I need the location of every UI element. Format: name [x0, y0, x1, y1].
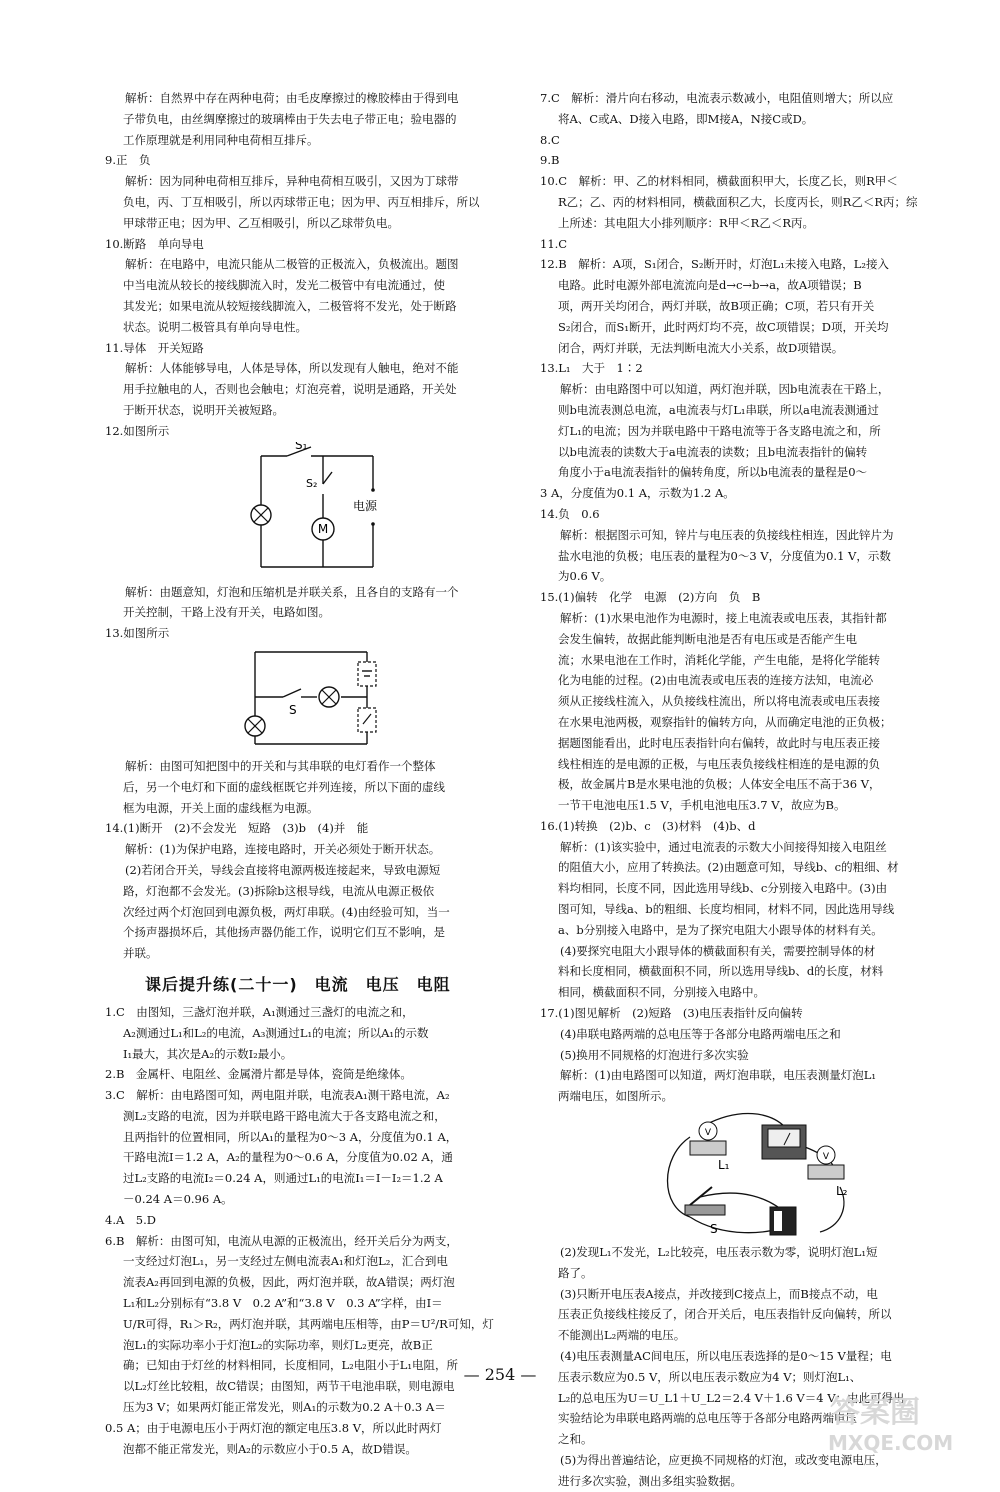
text-line: 14.负 0.6	[540, 506, 600, 521]
text-line: 11.C	[540, 236, 568, 251]
text-line: 据题图能看出，此时电压表指针向右偏转，故此时与电压表正接	[558, 735, 880, 750]
power-source-label: 电源	[353, 498, 378, 513]
text-line: 图可知，导线a、b的粗细、长度均相同，材料不同，因此选用导线	[558, 902, 895, 917]
text-line: 泡都不能正常发光，则A₂的示数应小于0.5 A，故D错误。	[123, 1441, 417, 1456]
text-line: 料和长度相同，横截面积不同，所以选用导线b、d的长度，材料	[558, 964, 884, 979]
text-line: L₂的总电压为U＝U_L1＋U_L2＝2.4 V＋1.6 V＝4 V；由此可得出	[558, 1390, 905, 1405]
text-line: 解析：人体能够导电，人体是导体，所以发现有人触电，绝对不能	[125, 361, 459, 376]
text-line: 闭合，两灯并联，无法判断电流大小关系，故D项错误。	[558, 340, 844, 355]
text-line: 上所述：其电阻大小排列顺序：R甲＜R乙＜R丙。	[558, 215, 814, 230]
text-line: 3.C 解析：由电路图可知，两电阻并联，电流表A₁测干路电流，A₂	[105, 1088, 450, 1103]
left-column	[105, 88, 518, 1459]
text-line: S₂闭合，而S₁断开，此时两灯均不亮，故C项错误；D项，开关均	[558, 319, 889, 334]
text-line: 状态。说明二极管具有单向导电性。	[123, 319, 307, 334]
circuit-13-svg	[105, 644, 518, 756]
text-line: R乙；乙、丙的材料相同，横截面积乙大，长度丙长，则R乙＜R丙；综	[558, 194, 918, 209]
text-line: 的阻值大小，应用了转换法。(2)由题意可知，导线b、c的粗细、材	[558, 860, 899, 875]
text-line: 3 A，分度值为0.1 A，示数为1.2 A。	[540, 486, 735, 501]
section-title: 课后提升练(二十一) 电流 电压 电阻	[145, 974, 451, 994]
text-line: 盐水电池的负极；电压表的量程为0～3 V，分度值为0.1 V，示数	[558, 548, 891, 563]
text-line: 开关控制，干路上没有开关，电路如图。	[123, 605, 330, 620]
text-line: 个扬声器损坏后，其他扬声器仍能工作，说明它们互不影响，是	[123, 925, 445, 940]
text-line: 15.(1)偏转 化学 电源 (2)方向 负 B	[540, 590, 761, 605]
dashed-box-top	[358, 662, 376, 686]
text-line: 干路电流I＝1.2 A，A₂的量程为0～0.6 A，分度值为0.02 A，通	[123, 1150, 453, 1165]
bulb-l1-icon	[690, 1122, 726, 1155]
text-line: 7.C 解析：滑片向右移动，电流表示数减小，电阻值则增大；所以应	[540, 91, 894, 105]
text-line: 将A、C或A、D接入电路，即M接A，N接C或D。	[558, 111, 814, 126]
motor-label: M	[317, 521, 329, 536]
text-line: 化为电能的过程。(2)由电流表或电压表的连接方法知，电流必	[558, 673, 874, 688]
text-line: 并联。	[123, 946, 158, 961]
text-line: 解析：(1)水果电池作为电源时，接上电流表或电压表，其指针都	[560, 610, 887, 625]
text-line: 极，故金属片B是水果电池的负极；人体安全电压不高于36 V，	[558, 777, 881, 792]
text-line: U/R可得，R₁＞R₂，两灯泡并联，其两端电压相等，由P＝U²/R可知，灯	[123, 1316, 494, 1331]
text-line: 解析：在电路中，电流只能从二极管的正极流入，负极流出。题图	[125, 257, 459, 272]
svg-text:答案圈: 答案圈	[830, 1395, 920, 1430]
text-line: 一节干电池电压1.5 V，手机电池电压3.7 V，故应为B。	[558, 798, 846, 813]
left-top-block	[105, 88, 518, 442]
text-line: 流表A₂再回到电源的负极，因此，两灯泡并联，故A错误；两灯泡	[123, 1275, 455, 1290]
l1-label: L₁	[718, 1158, 730, 1173]
lamp-icon	[245, 716, 265, 736]
text-line: 甲球带正电；因为甲、乙互相吸引，所以乙球带负电。	[123, 215, 399, 230]
left-bottom-block	[105, 1002, 518, 1460]
text-line: 解析：(1)该实验中，通过电流表的示数大小间接得知接入电阻丝	[560, 839, 887, 854]
text-line: (4)要探究电阻大小跟导体的横截面积有关，需要控制导体的材	[560, 943, 876, 958]
text-line: 确；已知由于灯丝的材料相同，长度相同，L₂电阻小于L₁电阻，所	[123, 1358, 458, 1373]
text-line: (4)串联电路两端的总电压等于各部分电路两端电压之和	[560, 1026, 841, 1041]
left-mid-block	[105, 582, 518, 644]
text-line: 6.B 解析：由图可知，电流从电源的正极流出，经开关后分为两支，	[105, 1233, 458, 1248]
text-line: 用手拉触电的人，否则也会触电；灯泡亮着，说明是通路，开关处	[123, 382, 457, 397]
switch-s-label: S	[289, 702, 297, 717]
text-line: 于断开状态，说明开关被短路。	[123, 402, 284, 417]
text-line: 17.(1)图见解析 (2)短路 (3)电压表指针反向偏转	[540, 1006, 803, 1021]
switch-s1-label: S₁	[295, 441, 308, 452]
text-line: 11.导体 开关短路	[105, 340, 204, 355]
switch-icon	[685, 1187, 725, 1215]
text-line: 次经过两个灯泡回到电源负极，两灯串联。(4)由经验可知，当一	[123, 904, 450, 919]
dashed-box-bottom	[358, 708, 376, 732]
watermark-logo	[820, 1386, 998, 1456]
text-line: 0.5 A；由于电源电压小于两灯泡的额定电压3.8 V，所以此时两灯	[105, 1420, 442, 1435]
circuit-12-svg	[105, 442, 518, 582]
text-line: 料均相同，长度不同，因此选用导线b、c分别接入电路中。(3)由	[558, 881, 888, 896]
left-after13-block	[105, 756, 518, 964]
text-line: 压表示数应为0.5 V，所以电压表示数应为4 V；则灯泡L₁、	[558, 1369, 862, 1384]
text-line: 须从正接线柱流入，从负接线柱流出，所以将电流表或电压表接	[558, 694, 880, 709]
text-line: 解析：因为同种电荷相互排斥，异种电荷相互吸引，又因为丁球带	[125, 174, 459, 189]
text-line: 线柱相连的是电源的正极，与电压表负接线柱相连的是电源的负	[558, 756, 880, 771]
text-line: 在水果电池两极，观察指针的偏转方向，从而确定电池的正负极；	[558, 714, 892, 729]
text-line: 子带负电，由丝绸摩擦过的玻璃棒由于失去电子带正电；验电器的	[123, 111, 457, 126]
circuit-17-svg	[540, 1107, 955, 1242]
figure-17-circuit-photo	[540, 1107, 955, 1242]
text-line: 解析：(1)为保护电路，连接电路时，开关必须处于断开状态。	[125, 842, 441, 857]
text-line: 测L₂支路的电流，因为并联电路干路电流大于各支路电流之和，	[123, 1108, 446, 1123]
lamp-icon	[251, 505, 271, 525]
text-line: 解析：由题意知，灯泡和压缩机是并联关系，且各自的支路有一个	[125, 584, 459, 599]
watermark-text: MXQE.COM	[828, 1431, 954, 1455]
text-line: 16.(1)转换 (2)b、c (3)材料 (4)b、d	[540, 818, 756, 833]
text-line: 后，另一个电灯和下面的虚线框既它并列连接，所以下面的虚线	[123, 779, 445, 794]
text-line: 路，灯泡都不会发光。(3)拆除b这根导线，电流从电源正极依	[123, 883, 435, 898]
text-line: 解析：自然界中存在两种电荷；由毛皮摩擦过的橡胶棒由于得到电	[125, 91, 459, 105]
text-line: 10.断路 单向导电	[105, 236, 204, 251]
text-line: 9.正 负	[105, 153, 151, 168]
text-line: 其发光；如果电流从较短接线脚流入，二极管将不发光，处于断路	[123, 298, 457, 313]
text-line: 进行多次实验，测出多组实验数据。	[558, 1473, 742, 1488]
text-line: 泡L₁的实际功率小于灯泡L₂的实际功率，则灯L₂更亮，故B正	[123, 1337, 433, 1352]
text-line: 框为电源，开关上面的虚线框为电源。	[123, 800, 319, 815]
figure-13-circuit	[105, 644, 518, 756]
motor-icon	[312, 518, 334, 540]
text-line: I₁最大，其次是A₂的示数I₂最小。	[123, 1046, 293, 1061]
text-line: (3)只断开电压表A接点，并改接到C接点上，而B接点不动，电	[560, 1286, 878, 1301]
voltmeter-v1-label: V	[704, 1128, 712, 1139]
text-line: 一支经过灯泡L₁，另一支经过左侧电流表A₁和灯泡L₂，汇合到电	[123, 1254, 448, 1269]
text-line: 9.B	[540, 153, 560, 168]
text-line: 路了。	[558, 1265, 593, 1280]
text-line: 2.B 金属杆、电阻丝、金属滑片都是导体，瓷筒是绝缘体。	[105, 1067, 412, 1082]
figure-12-circuit	[105, 442, 518, 582]
text-line: 以b电流表的读数大于a电流表的读数；且b电流表指针的偏转	[558, 444, 868, 459]
text-line: 会发生偏转，故据此能判断电池是否有电压或是否能产生电	[558, 631, 857, 646]
text-line: 过L₂支路的电流I₂＝0.24 A，则通过L₁的电流I₁＝I－I₂＝1.2 A	[123, 1171, 443, 1186]
page-number: — 254 —	[463, 1365, 537, 1384]
text-line: 之和。	[558, 1432, 593, 1447]
text-line: 1.C 由图知，三盏灯泡并联，A₁测通过三盏灯的电流之和，	[105, 1004, 414, 1019]
text-line: 4.A 5.D	[105, 1212, 156, 1227]
text-line: 14.(1)断开 (2)不会发光 短路 (3)b (4)并 能	[105, 821, 369, 836]
text-line: 角度小于a电流表指针的偏转角度，所以b电流表的量程是0～	[558, 465, 868, 480]
text-line: 项，两开关均闭合，两灯并联，故B项正确；C项，若只有开关	[558, 298, 875, 313]
text-line: 工作原理就是利用同种电荷相互排斥。	[123, 132, 319, 147]
text-line: 8.C	[540, 132, 560, 147]
text-line: 解析：由图可知把图中的开关和与其串联的电灯看作一个整体	[125, 758, 436, 773]
text-line: (5)为得出普遍结论，应更换不同规格的灯泡，或改变电源电压，	[560, 1453, 887, 1468]
right-column	[540, 88, 955, 1492]
text-line: 实验结论为串联电路两端的总电压等于各部分电路两端电压	[558, 1411, 857, 1426]
text-line: (2)若闭合开关，导线会直接将电源两极连接起来，导致电源短	[125, 862, 441, 877]
text-line: 解析：根据图示可知，锌片与电压表的负接线柱相连，因此锌片为	[560, 527, 894, 542]
text-line: 中当电流从较长的接线脚流入时，发光二极管中有电流通过，使	[123, 278, 445, 293]
text-line: 12.B 解析：A项，S₁闭合，S₂断开时，灯泡L₁未接入电路，L₂接入	[540, 257, 890, 272]
text-line: 电路。此时电源外部电流流向是d→c→b→a，故A项错误；B	[558, 278, 862, 293]
text-line: (2)发现L₁不发光，L₂比较亮，电压表示数为零，说明灯泡L₁短	[560, 1245, 878, 1260]
l2-label: L₂	[836, 1184, 848, 1199]
text-line: 相同，横截面积不同，分别接入电路中。	[558, 985, 765, 1000]
text-line: 解析：由电路图中可以知道，两灯泡并联，因b电流表在干路上，	[560, 382, 890, 397]
text-line: 压表正负接线柱接反了，闭合开关后，电压表指针反向偏转，所以	[558, 1307, 892, 1322]
text-line: 不能测出L₂两端的电压。	[558, 1328, 686, 1343]
text-line: a、b分别接入电路中，是为了探究电阻大小跟导体的材料有关。	[558, 922, 883, 937]
text-line: 负电，丙、丁互相吸引，所以丙球带正电；因为甲、丙互相排斥，所以	[123, 194, 480, 209]
voltmeter-icon	[762, 1125, 806, 1159]
text-line: 以L₂灯丝比较粗，故C错误；由图知，两节干电池串联，则电源电	[123, 1379, 455, 1394]
battery-icon	[770, 1207, 796, 1235]
lamp-icon	[319, 687, 339, 707]
text-line: (4)电压表测量AC间电压，所以电压表选择的是0～15 V量程；电	[560, 1349, 892, 1364]
text-line: 流；水果电池在工作时，消耗化学能，产生电能，是将化学能转	[558, 652, 880, 667]
text-line: 为0.6 V。	[558, 569, 612, 584]
text-line: 压为3 V；如果两灯能正常发光，则A₁的示数为0.2 A＋0.3 A＝	[123, 1400, 446, 1415]
text-line: －0.24 A＝0.96 A。	[123, 1192, 233, 1207]
text-line: 10.C 解析：甲、乙的材料相同，横截面积甲大，长度乙长，则R甲＜	[540, 174, 898, 189]
text-line: (5)换用不同规格的灯泡进行多次实验	[560, 1047, 749, 1062]
text-line: 且两指针的位置相同，所以A₁的量程为0～3 A，分度值为0.1 A，	[123, 1129, 458, 1144]
text-line: L₁和L₂分别标有“3.8 V 0.2 A”和“3.8 V 0.3 A”字样，由I＝	[123, 1296, 443, 1311]
text-line: 解析：(1)由电路图可以知道，两灯泡串联，电压表测量灯泡L₁	[560, 1068, 877, 1083]
text-line: A₂测通过L₁和L₂的电流，A₃测通过L₁的电流；所以A₁的示数	[123, 1025, 429, 1040]
voltmeter-v2-label: V	[822, 1152, 830, 1163]
right-top-block	[540, 88, 955, 1107]
text-line: 灯L₁的电流；因为并联电路中干路电流等于各支路电流之和，所	[558, 423, 881, 438]
switch-label: S	[710, 1222, 718, 1237]
text-line: 则b电流表测总电流，a电流表与灯L₁串联，所以a电流表测通过	[558, 402, 879, 417]
text-line: 13.如图所示	[105, 626, 170, 641]
text-line: 13.L₁ 大于 1∶2	[540, 361, 643, 376]
switch-s2-label: S₂	[306, 476, 318, 490]
text-line: 两端电压，如图所示。	[558, 1089, 673, 1104]
text-line: 12.如图所示	[105, 423, 170, 438]
